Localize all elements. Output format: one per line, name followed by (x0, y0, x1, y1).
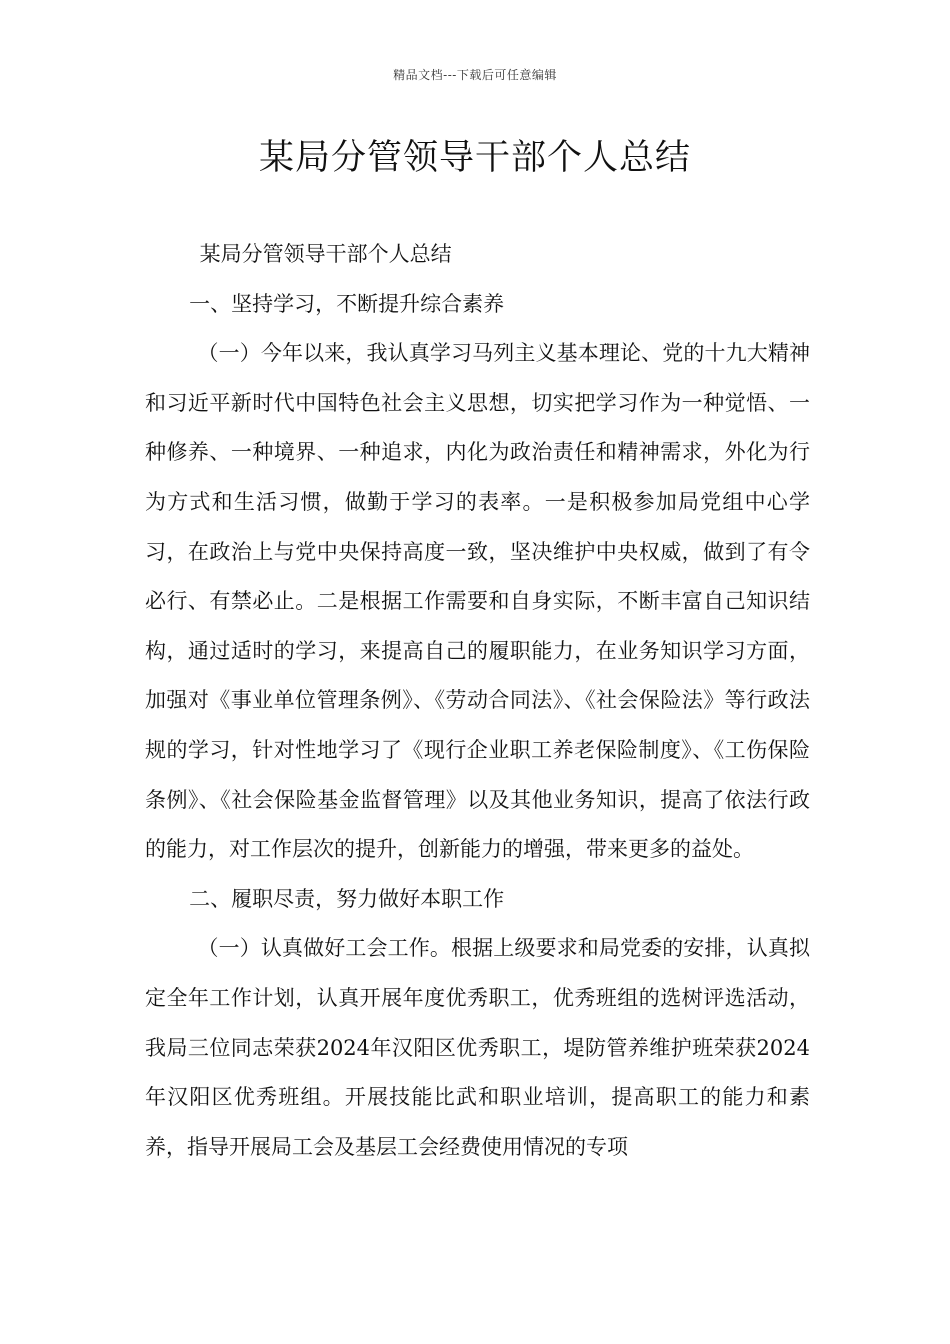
subtitle-paragraph: 某局分管领导干部个人总结 (199, 242, 452, 266)
section-heading-1: 一、坚持学习，不断提升综合素养 (189, 291, 505, 316)
header-note: 精品文档---下载后可任意编辑 (393, 68, 557, 82)
body-paragraph-2: （一）认真做好工会工作。根据上级要求和局党委的安排，认真拟定全年工作计划，认真开展年度优秀职工，优秀班组的选树评选活动，我局三位同志荣获2024年汉阳区优秀职工，堤防管养维护班荣获2024年汉阳区优秀班组。开展技能比武和职业培训，提高职工的能力和素养，指导开展局工会及基层工会经费使用情况的专项 (145, 936, 810, 1159)
section-heading-2: 二、履职尽责，努力做好本职工作 (189, 886, 505, 911)
body-paragraph-1: （一）今年以来，我认真学习马列主义基本理论、党的十九大精神和习近平新时代中国特色社会主义思想，切实把学习作为一种觉悟、一种修养、一种境界、一种追求，内化为政治责任和精神需求，外化为行为方式和生活习惯，做勤于学习的表率。一是积极参加局党组中心学习，在政治上与党中央保持高度一致，坚决维护中央权威，做到了有令必行、有禁必止。二是根据工作需要和自身实际，不断丰富自己知识结构，通过适时的学习，来提高自己的履职能力，在业务知识学习方面，加强对《事业单位管理条例》、《劳动合同法》、《社会保险法》等行政法规的学习，针对性地学习了《现行企业职工养老保险制度》、《工伤保险条例》、《社会保险基金监督管理》以及其他业务知识，提高了依法行政的能力，对工作层次的提升，创新能力的增强，带来更多的益处。 (145, 341, 810, 862)
document-body (145, 230, 810, 1172)
document-title: 某局分管领导干部个人总结 (258, 138, 691, 178)
